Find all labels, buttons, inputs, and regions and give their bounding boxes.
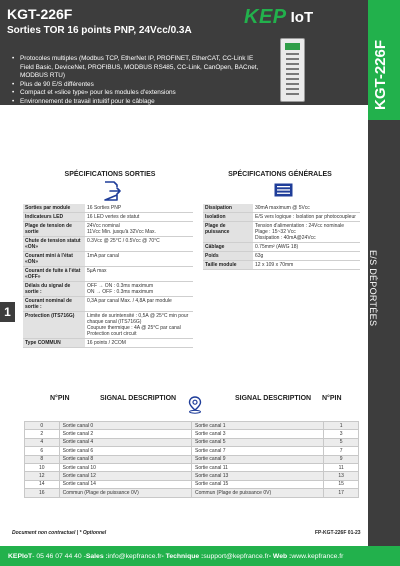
signal-description: Sortie canal 15 (191, 480, 323, 488)
pin-number: 2 (25, 430, 60, 438)
pin-row (25, 489, 359, 497)
spec-label: Câblage (203, 243, 253, 252)
pin-number: 10 (25, 463, 60, 471)
signal-header-right: SIGNAL DESCRIPTION (235, 395, 312, 402)
spec-row (23, 204, 193, 213)
support-email-link[interactable]: support@kepfrance.fr (203, 552, 269, 560)
signal-description: Sortie canal 12 (59, 472, 191, 480)
signal-description: Sortie canal 9 (191, 455, 323, 463)
spec-row (203, 252, 360, 261)
pin-header-right: N°PIN (322, 395, 342, 402)
pin-number: 9 (324, 455, 359, 463)
spec-row (203, 213, 360, 222)
footer-brand: KEPIoT (8, 552, 33, 560)
spec-value: 16 points / 2COM (85, 339, 193, 348)
spec-label: Courant nominal de sortie : (23, 297, 85, 312)
pin-number: 7 (324, 447, 359, 455)
outputs-spec-table (23, 204, 193, 348)
spec-value: 24Vcc nominal 11Vcc Min. jusqu'à 32Vcc Max. (85, 222, 193, 237)
spec-row (23, 252, 193, 267)
spec-row (23, 282, 193, 297)
pin-row (25, 480, 359, 488)
logo-suffix: IoT (290, 8, 314, 26)
spec-label: Type COMMUN (23, 339, 85, 348)
side-model-label: KGT-226F (372, 39, 389, 110)
spec-label: Isolation (203, 213, 253, 222)
pin-row (25, 430, 359, 438)
outputs-title: SPÉCIFICATIONS SORTIES (64, 171, 156, 178)
pin-number: 16 (25, 489, 60, 497)
page-number: 1 (0, 302, 15, 322)
spec-row (23, 222, 193, 237)
spec-row (23, 312, 193, 339)
signal-description: Sortie canal 3 (191, 430, 323, 438)
pin-number: 5 (324, 438, 359, 446)
signal-description: Sortie canal 13 (191, 472, 323, 480)
spec-value: 30mA maximum @ 5Vcc (253, 204, 360, 213)
header-banner (0, 0, 368, 105)
spec-value: 63g (253, 252, 360, 261)
side-band-category (368, 120, 400, 566)
pin-number: 12 (25, 472, 60, 480)
footer-web-label: - Web : (268, 552, 292, 560)
pin-number: 8 (25, 455, 60, 463)
spec-row (203, 261, 360, 270)
signal-description: Sortie canal 5 (191, 438, 323, 446)
general-title: SPÉCIFICATIONS GÉNÉRALES (228, 171, 332, 178)
spec-value: 1mA par canal (85, 252, 193, 267)
spec-label: Courant mini à l'état «ON» (23, 252, 85, 267)
pin-table (24, 421, 359, 498)
pin-number: 6 (25, 447, 60, 455)
spec-value: Limite de surintensité : 0,5A @ 25°C min pour chaque canal (ITS716G) Coupure thermique : 4A @ 25°C par canal Protection court circuit (85, 312, 193, 339)
sales-email-link[interactable]: info@kepfrance.fr (107, 552, 162, 560)
side-band-model (368, 0, 400, 120)
footer-sales-label: Sales : (85, 552, 108, 560)
signal-description: Sortie canal 11 (191, 463, 323, 471)
spec-label: Indicateurs LED (23, 213, 85, 222)
pin-number: 15 (324, 480, 359, 488)
spec-value: OFF → ON : 0.3ms maximum ON → OFF : 0.3ms maximum (85, 282, 193, 297)
product-image (280, 38, 305, 102)
spec-value: 12 x 109 x 70mm (253, 261, 360, 270)
signal-description: Sortie canal 10 (59, 463, 191, 471)
feature-item: • Plus de 90 E/S différentes (12, 81, 267, 90)
pin-number: 11 (324, 463, 359, 471)
logo-brand: KEP (244, 5, 287, 28)
spec-label: Délais du signal de sortie : (23, 282, 85, 297)
pin-row (25, 422, 359, 430)
signal-description: Sortie canal 1 (191, 422, 323, 430)
spec-label: Poids (203, 252, 253, 261)
general-spec-table (203, 204, 360, 270)
spec-row (203, 222, 360, 243)
feature-list (12, 55, 267, 107)
spec-value: E/S vers logique : Isolation par photocoupleur (253, 213, 360, 222)
export-icon (102, 181, 122, 201)
footer-phone: - 05 46 07 44 40 - (32, 552, 86, 560)
side-category-label: E/S DÉPORTÉES (368, 250, 378, 327)
pin-header-left: N°PIN (50, 395, 70, 402)
spec-row (23, 267, 193, 282)
signal-description: Sortie canal 2 (59, 430, 191, 438)
spec-label: Taille module (203, 261, 253, 270)
spec-value: 0.75mm² (AWG 18) (253, 243, 360, 252)
document-reference: FP-KGT-226F 01-23 (315, 530, 361, 536)
map-pin-icon (188, 396, 202, 414)
pin-number: 0 (25, 422, 60, 430)
spec-label: Courant de fuite à l'état «OFF» (23, 267, 85, 282)
pin-number: 17 (324, 489, 359, 497)
footer-tech-label: - Technique : (161, 552, 204, 560)
spec-label: Protection (ITS716G) (23, 312, 85, 339)
spec-row (23, 297, 193, 312)
pin-row (25, 463, 359, 471)
signal-header-left: SIGNAL DESCRIPTION (100, 395, 177, 402)
pin-number: 3 (324, 430, 359, 438)
spec-row (23, 339, 193, 348)
spec-row (23, 237, 193, 252)
spec-value: 16 LED vertes de statut (85, 213, 193, 222)
product-subtitle: Sorties TOR 16 points PNP, 24Vcc/0.3A (7, 25, 192, 36)
spec-row (203, 243, 360, 252)
spec-value: 0.3Vcc @ 25°C / 0.5Vcc @ 70°C (85, 237, 193, 252)
pin-number: 14 (25, 480, 60, 488)
signal-description: Sortie canal 14 (59, 480, 191, 488)
signal-description: Sortie canal 6 (59, 447, 191, 455)
disclaimer: Document non contractuel | * Optionnel (12, 530, 107, 536)
spec-value: 5µA max (85, 267, 193, 282)
spec-row (203, 204, 360, 213)
list-icon (274, 183, 293, 197)
signal-description: Sortie canal 8 (59, 455, 191, 463)
pin-number: 1 (324, 422, 359, 430)
spec-value: 16 Sorties PNP (85, 204, 193, 213)
spec-value: Tension d'alimentation : 24Vcc nominale Plage : 15~32 Vcc Dissipation : 40mA@24Vcc (253, 222, 360, 243)
signal-description: Sortie canal 7 (191, 447, 323, 455)
spec-label: Plage de tension de sortie (23, 222, 85, 237)
spec-label: Dissipation (203, 204, 253, 213)
signal-description: Sortie canal 4 (59, 438, 191, 446)
spec-row (23, 213, 193, 222)
product-model: KGT-226F (7, 6, 73, 22)
feature-item: • Compact et «slice type» pour les modules d'extensions (12, 89, 267, 98)
pin-row (25, 455, 359, 463)
spec-label: Sorties par module (23, 204, 85, 213)
signal-description: Commun (Plage de puissance 0V) (59, 489, 191, 497)
spec-label: Plage de puissance (203, 222, 253, 243)
feature-item: • Environnement de travail intuitif pour le câblage (12, 98, 267, 107)
pin-row (25, 447, 359, 455)
website-link[interactable]: www.kepfrance.fr (291, 552, 344, 560)
pin-number: 4 (25, 438, 60, 446)
pin-row (25, 438, 359, 446)
contact-bar (0, 546, 400, 566)
kep-iot-logo (244, 4, 313, 30)
pin-row (25, 472, 359, 480)
signal-description: Sortie canal 0 (59, 422, 191, 430)
spec-label: Chute de tension statut «ON» (23, 237, 85, 252)
pin-number: 13 (324, 472, 359, 480)
signal-description: Commun (Plage de puissance 0V) (191, 489, 323, 497)
feature-item: • Protocoles multiples (Modbus TCP, EtherNet IP, PROFINET, EtherCAT, CC-Link IE Field Basic, DeviceNet, PROFIBUS, MODBUS RS485, CC-Link, CanOpen, BACnet, MODBUS RTU) (12, 55, 267, 81)
spec-value: 0,3A par canal Max. / 4,8A par module (85, 297, 193, 312)
